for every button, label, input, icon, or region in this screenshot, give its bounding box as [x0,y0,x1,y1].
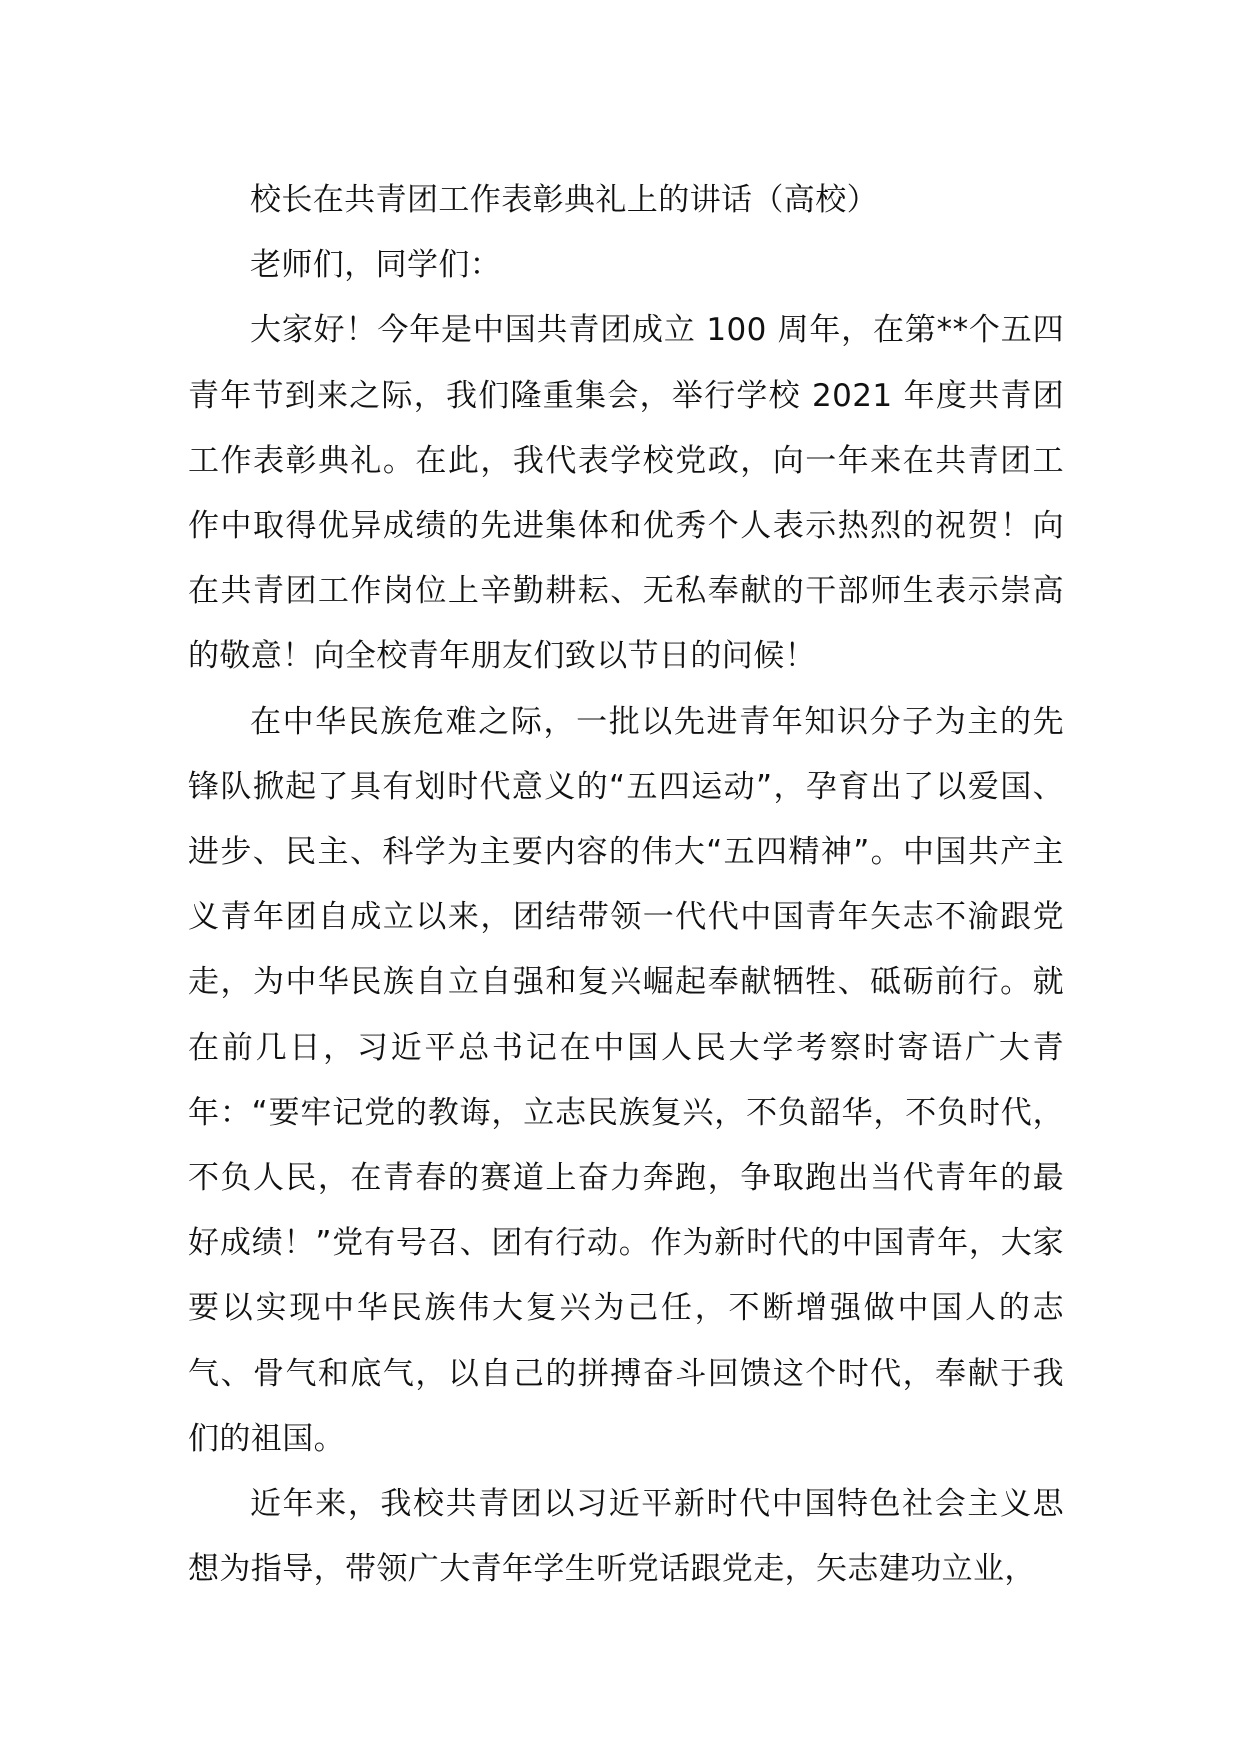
document-title: 校长在共青团工作表彰典礼上的讲话（高校） [250,182,878,218]
paragraph-1: 大家好！今年是中国共青团成立 100 周年，在第**个五四青年节到来之际，我们隆重集会，举行学校 2021 年度共青团工作表彰典礼。在此，我代表学校党政，向一年来在共青团工作中取得优异成绩的先进集体和优秀个人表示热烈的祝贺！向在共青团工作岗位上辛勤耕耘、无私奉献的干部师生表示崇高的敬意！向全校青年朋友们致以节日的问候！ [188,312,1064,675]
salutation: 老师们，同学们： [250,247,502,284]
paragraph-3: 近年来，我校共青团以习近平新时代中国特色社会主义思想为指导，带领广大青年学生听党话跟党走，矢志建功立业， [188,1486,1064,1588]
document-body [188,168,1064,1602]
paragraph-2: 在中华民族危难之际，一批以先进青年知识分子为主的先锋队掀起了具有划时代意义的“五四运动”，孕育出了以爱国、进步、民主、科学为主要内容的伟大“五四精神”。中国共产主义青年团自成立以来，团结带领一代代中国青年矢志不渝跟党走，为中华民族自立自强和复兴崛起奉献牺牲、砥砺前行。就在前几日，习近平总书记在中国人民大学考察时寄语广大青年：“要牢记党的教诲，立志民族复兴，不负韶华，不负时代，不负人民，在青春的赛道上奋力奔跑，争取跑出当代青年的最好成绩！”党有号召、团有行动。作为新时代的中国青年，大家要以实现中华民族伟大复兴为己任，不断增强做中国人的志气、骨气和底气，以自己的拼搏奋斗回馈这个时代，奉献于我们的祖国。 [188,703,1064,1457]
